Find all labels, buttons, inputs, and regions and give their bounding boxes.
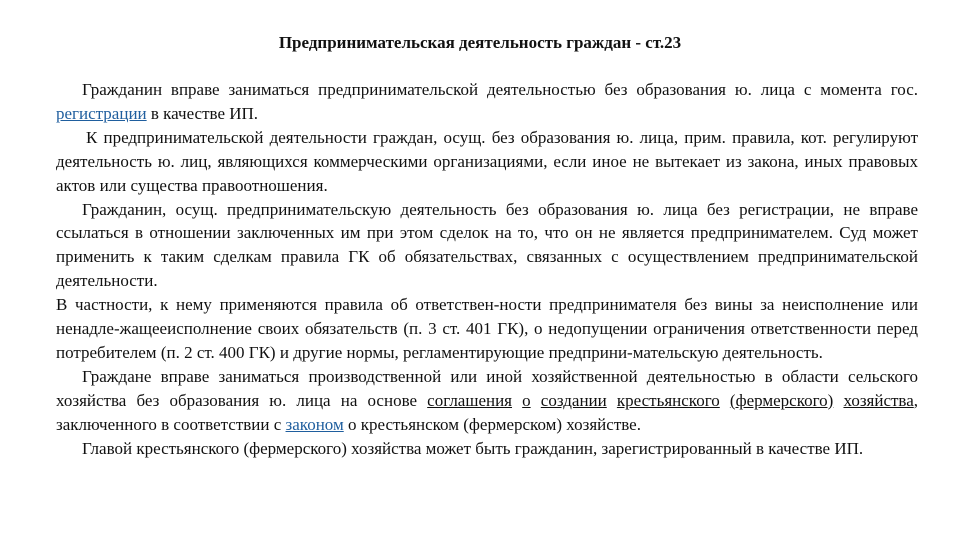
space: [833, 391, 843, 410]
registration-link[interactable]: регистрации: [56, 103, 147, 123]
paragraph-3: Гражданин, осущ. предпринимательскую деятельность без образования ю. лица без регистрации, не вправе ссылаться в отношении заключенных им при этом сделок на то, что он не является предпринимателем. Суд может применить к таким сделкам правила ГК об обязательствах, связанных с осуществлением предпринимательской деятельности.: [56, 199, 918, 291]
page-title: Предпринимательская деятельность граждан - ст.23: [278, 33, 682, 52]
paragraph-1: [56, 78, 918, 126]
paragraph-5-text-a: Граждане вправе заниматься производственной или иной хозяйственной деятельностью в области сельского хозяйства без образования ю. лица на основе: [56, 366, 918, 410]
space: [531, 391, 541, 410]
space: [720, 391, 730, 410]
farmer-link[interactable]: (фермерского): [729, 390, 834, 410]
peasant-link[interactable]: крестьянского: [616, 390, 720, 410]
space: [607, 391, 617, 410]
space: [512, 391, 522, 410]
law-link[interactable]: законом: [285, 414, 344, 434]
paragraph-1-text-a: Гражданин вправе заниматься предпринимательской деятельностью без образования ю. лица с момента гос.: [82, 80, 918, 99]
agreement-link[interactable]: соглашения: [427, 390, 513, 410]
paragraph-6: Главой крестьянского (фермерского) хозяйства может быть гражданин, зарегистрированный в качестве ИП.: [82, 438, 864, 458]
paragraph-2: К предпринимательской деятельности граждан, осущ. без образования ю. лица, прим. правила, кот. регулируют деятельность ю. лиц, являющихся коммерческими организациями, если иное не вытекает из закона, иных правовых актов или существа правоотношения.: [56, 127, 918, 195]
creation-link[interactable]: создании: [540, 390, 607, 410]
household-link[interactable]: хозяйства: [843, 390, 914, 410]
paragraph-1-text-b: в качестве ИП.: [146, 103, 259, 123]
paragraph-4: В частности, к нему применяются правила об ответствен-ности предпринимателя без вины за неисполнение или ненадле-жащееисполнение своих обязательств (п. 3 ст. 401 ГК), о недопущении ограничения ответственности перед потребителем (п. 2 ст. 400 ГК) и другие нормы, регламентирующие предприни-мательскую деятельность.: [56, 295, 918, 362]
document-body: [56, 78, 918, 461]
about-link[interactable]: о: [522, 390, 531, 410]
paragraph-5-text-b: , заключенного в соответствии с: [56, 390, 919, 434]
paragraph-5: [56, 365, 918, 437]
paragraph-5-text-c: о крестьянском (фермерском) хозяйстве.: [343, 414, 641, 434]
